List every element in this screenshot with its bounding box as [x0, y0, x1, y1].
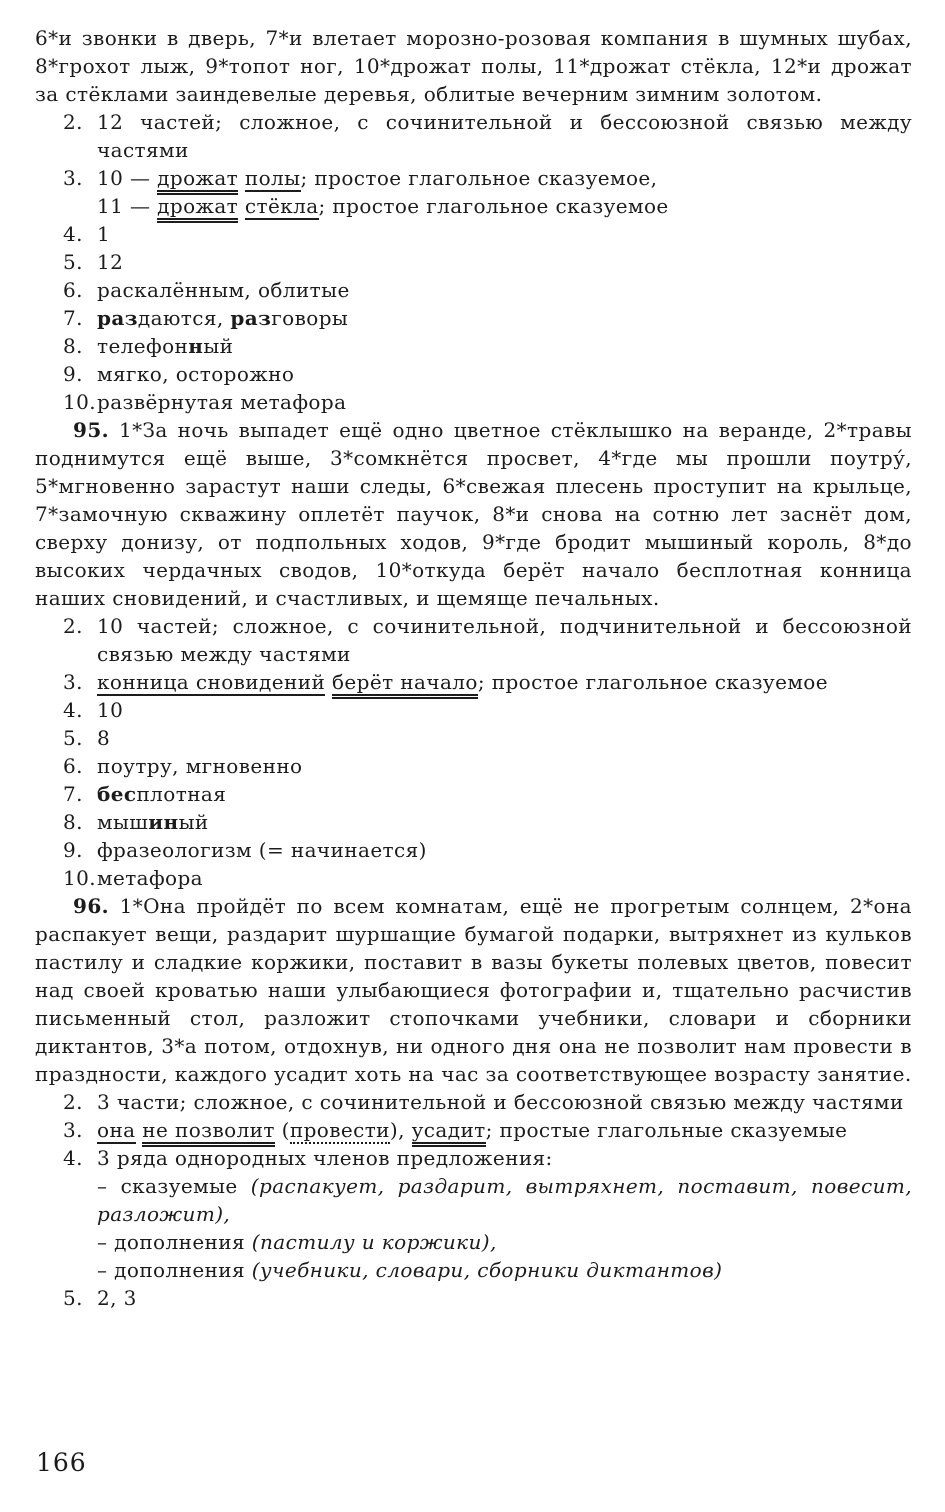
list-item: [63, 864, 912, 892]
list-item: [63, 276, 912, 304]
item-number: 2.: [63, 1090, 83, 1114]
list-item: [63, 304, 912, 332]
item-text: 3 части; сложное, с сочинительной и бессоюзной связью между частями: [97, 1090, 904, 1114]
text-fragment: – дополнения: [97, 1258, 252, 1282]
item-number: 6.: [63, 754, 83, 778]
list-item: [63, 332, 912, 360]
bold-fragment: бес: [97, 782, 137, 806]
item-number: 4.: [63, 698, 83, 722]
item-text: 8: [97, 726, 111, 750]
item-number: 6.: [63, 278, 83, 302]
text-fragment: даются,: [137, 306, 231, 330]
list-item: [63, 780, 912, 808]
item-text: развёрнутая метафора: [97, 390, 347, 414]
answer-list-95: [35, 612, 912, 892]
item-number: 9.: [63, 362, 83, 386]
item-number: 4.: [63, 222, 83, 246]
item-number: 2.: [63, 614, 83, 638]
item-number: 7.: [63, 306, 83, 330]
item-number: 8.: [63, 334, 83, 358]
predicate-underlined: дрожат: [157, 166, 238, 195]
text-fragment: ый: [203, 334, 234, 358]
predicate-underlined: не позволит: [142, 1118, 275, 1147]
subject-underlined: конница сновидений: [97, 670, 326, 694]
list-item: [63, 724, 912, 752]
italic-word-list: (пастилу и коржики),: [251, 1230, 497, 1254]
sub-item: [97, 1228, 912, 1256]
bold-fragment: н: [188, 334, 204, 358]
sub-item: [97, 1256, 912, 1284]
list-item: [63, 1088, 912, 1116]
item-number: 5.: [63, 250, 83, 274]
text-fragment: ; простые глагольные сказуемые: [485, 1118, 848, 1142]
item-number: 9.: [63, 838, 83, 862]
subject-underlined: стёкла: [244, 194, 319, 218]
item-text: 2, 3: [97, 1286, 137, 1310]
text-fragment: говоры: [271, 306, 349, 330]
answer-list-top: [35, 108, 912, 416]
item-text: 1: [97, 222, 111, 246]
item-number: 2.: [63, 110, 83, 134]
item-text: 12 частей; сложное, с сочинительной и бессоюзной связью между частями: [97, 110, 912, 162]
text-fragment: телефон: [97, 334, 189, 358]
item-text: поутру, мгновенно: [97, 754, 303, 778]
page-number: 166: [36, 1448, 87, 1477]
object-dotted-underlined: провести: [289, 1118, 390, 1142]
item-number: 5.: [63, 1286, 83, 1310]
predicate-underlined: дрожат: [157, 194, 238, 223]
text-fragment: ),: [389, 1118, 412, 1142]
exercise-number: 96.: [73, 894, 109, 918]
list-item: [63, 696, 912, 724]
exercise-96-paragraph: [35, 892, 912, 1088]
item-number: 3.: [63, 1118, 83, 1142]
answer-list-96: [35, 1088, 912, 1312]
list-item: [63, 108, 912, 164]
list-item: [63, 808, 912, 836]
exercise-text: 1*За ночь выпадет ещё одно цветное стёклышко на веранде, 2*травы поднимутся ещё выше, 3*сомкнётся просвет, 4*где мы прошли поутру́, 5*мгновенно зарастут наши следы, 6*свежая плесень проступит на крыльце, 7*замочную скважину оплетёт паучок, 8*и снова на сотню лет заснёт дом, сверху донизу, от подпольных ходов, 9*где бродит мышиный король, 8*до высоких чердачных сводов, 10*откуда берёт начало бесплотная конница наших сновидений, и счастливых, и щемяще печальных.: [35, 418, 912, 610]
exercise-text: 1*Она пройдёт по всем комнатам, ещё не прогретым солнцем, 2*она распакует вещи, раздарит шуршащие бумагой подарки, вытряхнет из кульков пастилу и сладкие коржики, поставит в вазы букеты полевых цветов, повесит над своей кроватью наши улыбающиеся фотографии и, тщательно расчистив письменный стол, разложит стопочками учебники, словари и сборники диктантов, 3*а потом, отдохнув, ни одного дня она не позволит нам провести в праздности, каждого усадит хоть на час за соответствующее возрасту занятие.: [35, 894, 912, 1086]
continuation-paragraph: 6*и звонки в дверь, 7*и влетает морозно-розовая компания в шумных шубах, 8*грохот лыж, 9*топот ног, 10*дрожат полы, 11*дрожат стёкла, 12*и дрожат за стёклами заиндевелые деревья, облитые вечерним зимним золотом.: [35, 26, 912, 106]
item-number: 4.: [63, 1146, 83, 1170]
bold-fragment: раз: [97, 306, 138, 330]
item-text: метафора: [97, 866, 204, 890]
item-number: 3.: [63, 166, 83, 190]
text-fragment: 10 —: [97, 166, 158, 190]
item-text: 10 частей; сложное, с сочинительной, подчинительной и бессоюзной связью между частями: [97, 614, 912, 666]
text-fragment: мыш: [97, 810, 149, 834]
list-item: [63, 164, 912, 220]
text-fragment: ; простое глагольное сказуемое: [318, 194, 669, 218]
italic-word-list: (учебники, словари, сборники диктантов): [251, 1258, 723, 1282]
bold-fragment: ин: [148, 810, 179, 834]
text-fragment: ; простое глагольное сказуемое,: [300, 166, 658, 190]
list-item: [63, 1284, 912, 1312]
list-item: [63, 360, 912, 388]
parse-line: [97, 164, 912, 192]
list-item: [63, 612, 912, 668]
text-fragment: ый: [178, 810, 209, 834]
list-item: [63, 836, 912, 864]
item-number: 3.: [63, 670, 83, 694]
item-text: 10: [97, 698, 124, 722]
exercise-number: 95.: [73, 418, 109, 442]
item-text: фразеологизм (= начинается): [97, 838, 427, 862]
italic-word-list: (распакует, раздарит, вытряхнет, поставит, повесит, разложит),: [97, 1174, 912, 1226]
parse-line: [97, 192, 912, 220]
sub-item: [97, 1172, 912, 1228]
list-item: [63, 248, 912, 276]
text-fragment: ; простое глагольное сказуемое: [477, 670, 828, 694]
item-number: 10.: [63, 866, 97, 890]
item-number: 7.: [63, 782, 83, 806]
item-number: 10.: [63, 390, 97, 414]
list-item: [63, 668, 912, 696]
text-fragment: 11 —: [97, 194, 158, 218]
predicate-underlined: усадит: [412, 1118, 486, 1147]
list-item: [63, 752, 912, 780]
subject-underlined: полы: [244, 166, 301, 190]
bold-fragment: раз: [230, 306, 272, 330]
text-fragment: – дополнения: [97, 1230, 252, 1254]
item-text: 12: [97, 250, 124, 274]
list-item: [63, 388, 912, 416]
text-fragment: плотная: [136, 782, 227, 806]
item-text: раскалённым, облитые: [97, 278, 350, 302]
list-item: [63, 220, 912, 248]
item-number: 8.: [63, 810, 83, 834]
item-number: 5.: [63, 726, 83, 750]
predicate-underlined: берёт начало: [332, 670, 478, 699]
list-item: [63, 1116, 912, 1144]
text-fragment: – сказуемые: [97, 1174, 251, 1198]
item-text: мягко, осторожно: [97, 362, 295, 386]
exercise-95-paragraph: [35, 416, 912, 612]
subject-underlined: она: [97, 1118, 136, 1142]
text-fragment: (: [274, 1118, 290, 1142]
list-item: [63, 1144, 912, 1284]
item-text: 3 ряда однородных членов предложения:: [97, 1146, 553, 1170]
